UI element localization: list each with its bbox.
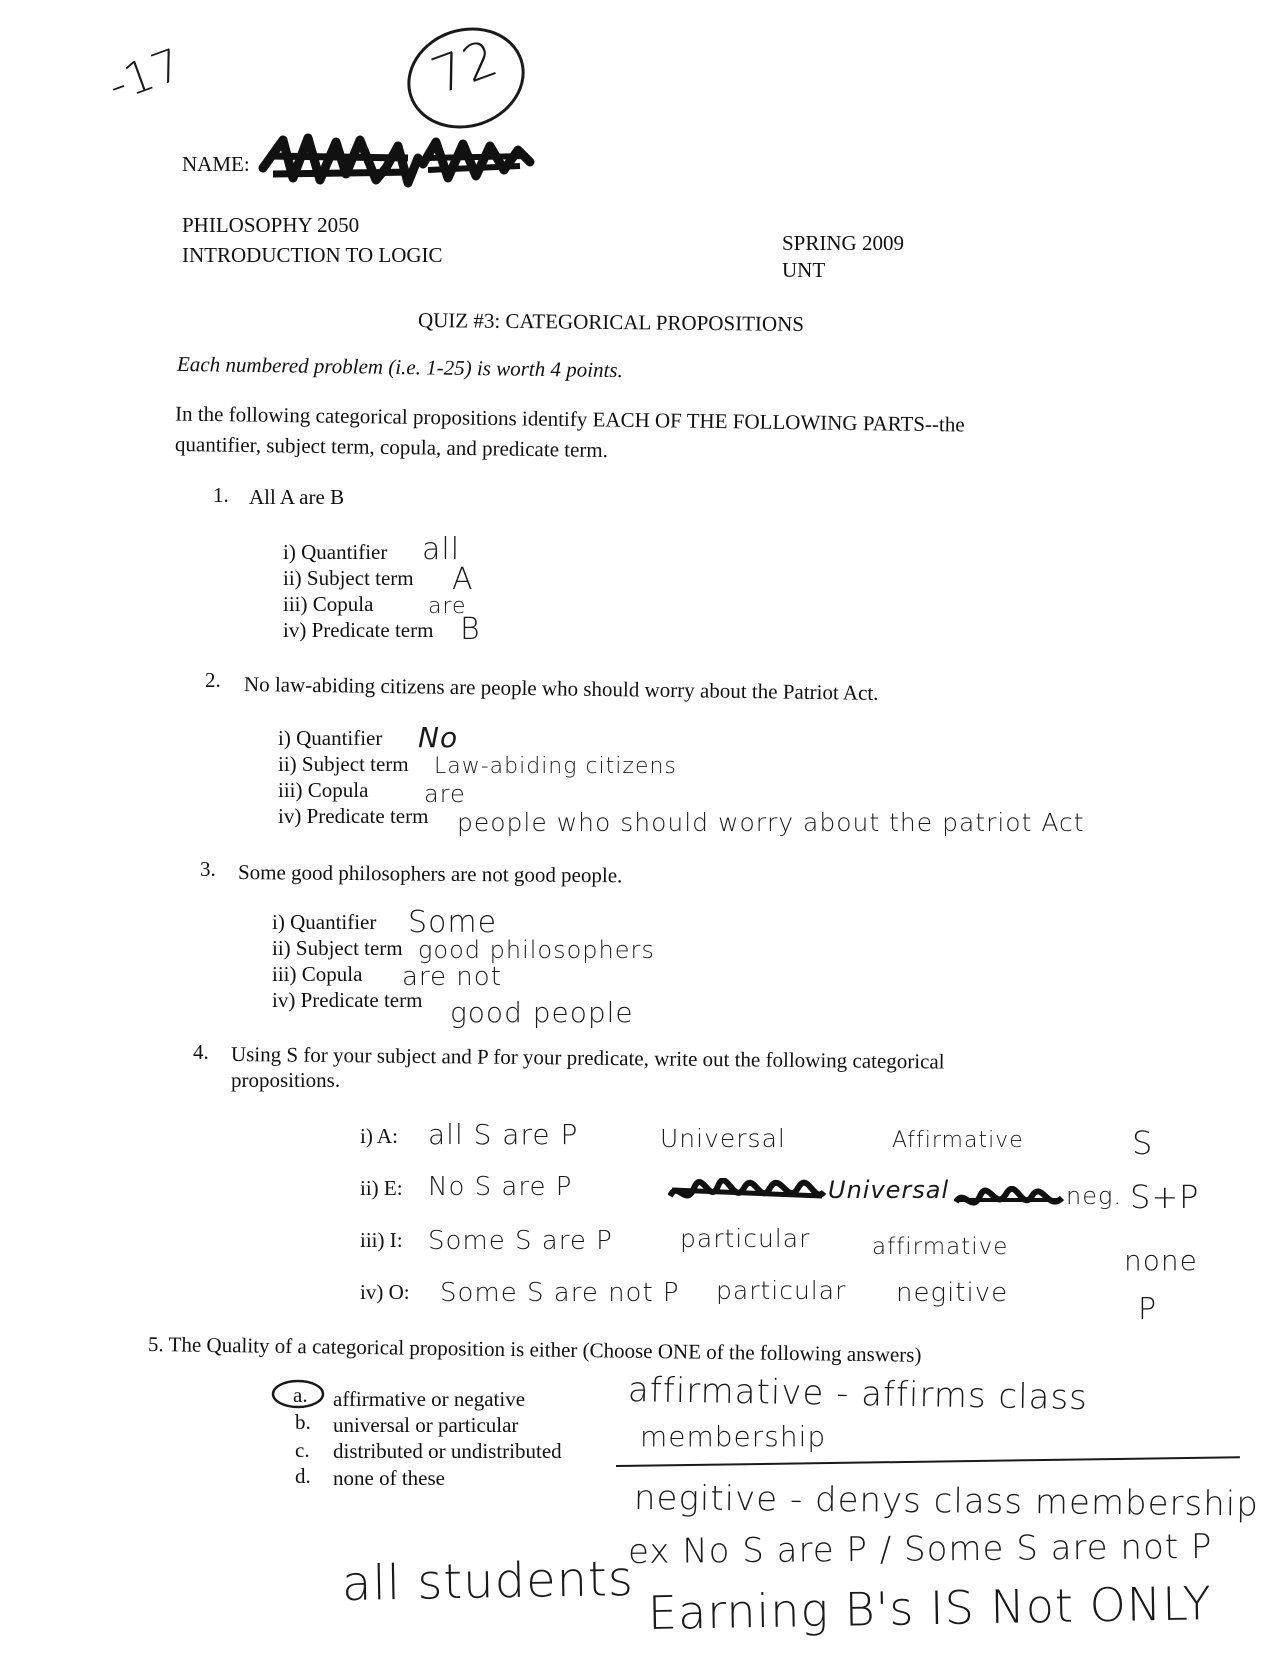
q5-option-letter: a. [293,1383,308,1407]
name-label: NAME: [182,152,250,176]
q3-predicate-label: iv) Predicate term [272,988,423,1012]
q2-copula-answer: are [424,780,466,808]
instructions-line-1: In the following categorical propositions identify EACH OF THE FOLLOWING PARTS--the [174,401,965,437]
quiz-title: QUIZ #3: CATEGORICAL PROPOSITIONS [417,307,805,337]
q5-note-line-2: membership [640,1420,827,1453]
q2-subject-answer: Law-abiding citizens [434,754,677,779]
q4-row-distribution: S [1132,1124,1154,1162]
q5-option-text: universal or particular [333,1413,519,1437]
q5-note-line-4: ex No S are P / Some S are not P [627,1526,1213,1572]
school: UNT [782,258,826,282]
q3-copula-label: iii) Copula [272,962,363,986]
q4-row-label: ii) E: [360,1176,403,1200]
q1-copula-label: iii) Copula [283,592,374,616]
course-title: INTRODUCTION TO LOGIC [182,243,443,267]
q4-row-form: Some S are not P [440,1278,680,1308]
q1-number: 1. [213,483,229,507]
q3-subject-label: ii) Subject term [272,936,403,960]
q4-row-quality: neg. [1066,1182,1123,1210]
q2-predicate-answer: people who should worry about the patriot Act [457,808,1085,837]
q4-row-quantity: particular [716,1276,847,1305]
crossed-out-scribble [668,1178,828,1208]
q1-copula-answer: are [428,594,467,619]
q4-row-quantity: particular [680,1224,811,1253]
q5-option-text: none of these [333,1466,445,1490]
q4-row-quality: negitive [896,1278,1009,1308]
q1-quantifier-label: i) Quantifier [283,540,388,564]
q4-prompt-line-1: Using S for your subject and P for your predicate, write out the following categorical [230,1042,945,1074]
name-redaction [258,128,538,196]
q5-note-line-1: affirmative - affirms class [627,1370,1089,1419]
q3-number: 3. [200,857,216,881]
q4-row-label: i) A: [360,1124,398,1148]
q1-predicate-answer: B [460,612,481,647]
term: SPRING 2009 [782,231,904,255]
q5-option-letter: d. [295,1464,311,1488]
q4-row-label: iv) O: [360,1280,410,1304]
q2-quantifier-label: i) Quantifier [278,726,383,750]
q1-subject-answer: A [452,562,474,597]
q4-prompt-line-2: propositions. [231,1068,341,1092]
q4-row-distribution: none [1124,1244,1198,1277]
q1-quantifier-answer: all [422,532,461,567]
q4-row-distribution: P [1138,1292,1158,1327]
q3-subject-answer: good philosophers [418,936,655,964]
q5-option-text: affirmative or negative [333,1387,526,1411]
q5-option-letter: b. [295,1410,311,1434]
q5-note-line-5: Earning B's IS Not ONLY [647,1576,1213,1640]
hand-drawn-rule [616,1456,1240,1467]
q5-option-letter: c. [295,1438,310,1462]
q1-predicate-label: iv) Predicate term [283,618,434,642]
q1-prompt: All A are B [249,485,345,509]
q2-subject-label: ii) Subject term [278,752,409,776]
q4-row-form: all S are P [428,1118,579,1151]
q2-prompt: No law-abiding citizens are people who should worry about the Patriot Act. [243,672,879,705]
q1-subject-label: ii) Subject term [283,566,414,590]
q5-note-line-3: negitive - denys class membership [633,1478,1260,1525]
q2-predicate-label: iv) Predicate term [278,804,429,828]
q4-row-quality: Affirmative [892,1128,1024,1153]
q4-row-label: iii) I: [360,1228,403,1252]
q4-row-quantity: Universal [828,1176,950,1204]
q4-row-distribution: S+P [1130,1178,1200,1216]
q3-quantifier-label: i) Quantifier [272,910,377,934]
q2-quantifier-answer: No [418,721,459,754]
score-mark: 72 [424,28,506,106]
q4-row-quality: affirmative [872,1234,1009,1260]
points-note: Each numbered problem (i.e. 1-25) is worth 4 points. [176,351,623,383]
course-code: PHILOSOPHY 2050 [182,213,360,237]
deduction-mark: -17 [101,38,190,113]
q3-copula-answer: are not [402,962,502,992]
instructions-line-2: quantifier, subject term, copula, and predicate term. [174,431,609,463]
q3-predicate-answer: good people [450,996,634,1029]
q4-row-form: No S are P [428,1172,573,1202]
q4-row-form: Some S are P [428,1226,613,1256]
q5-prompt: 5. The Quality of a categorical proposition is either (Choose ONE of the following answers) [147,1332,922,1367]
q5-note-left: all students [341,1550,635,1612]
q5-option-text: distributed or undistributed [333,1439,562,1463]
q2-copula-label: iii) Copula [278,778,369,802]
q2-number: 2. [205,668,221,692]
crossed-out-scribble [954,1186,1066,1214]
q3-quantifier-answer: Some [408,905,498,940]
q4-number: 4. [193,1040,209,1064]
q3-prompt: Some good philosophers are not good people. [237,860,623,888]
q4-row-quantity: Universal [660,1124,786,1153]
